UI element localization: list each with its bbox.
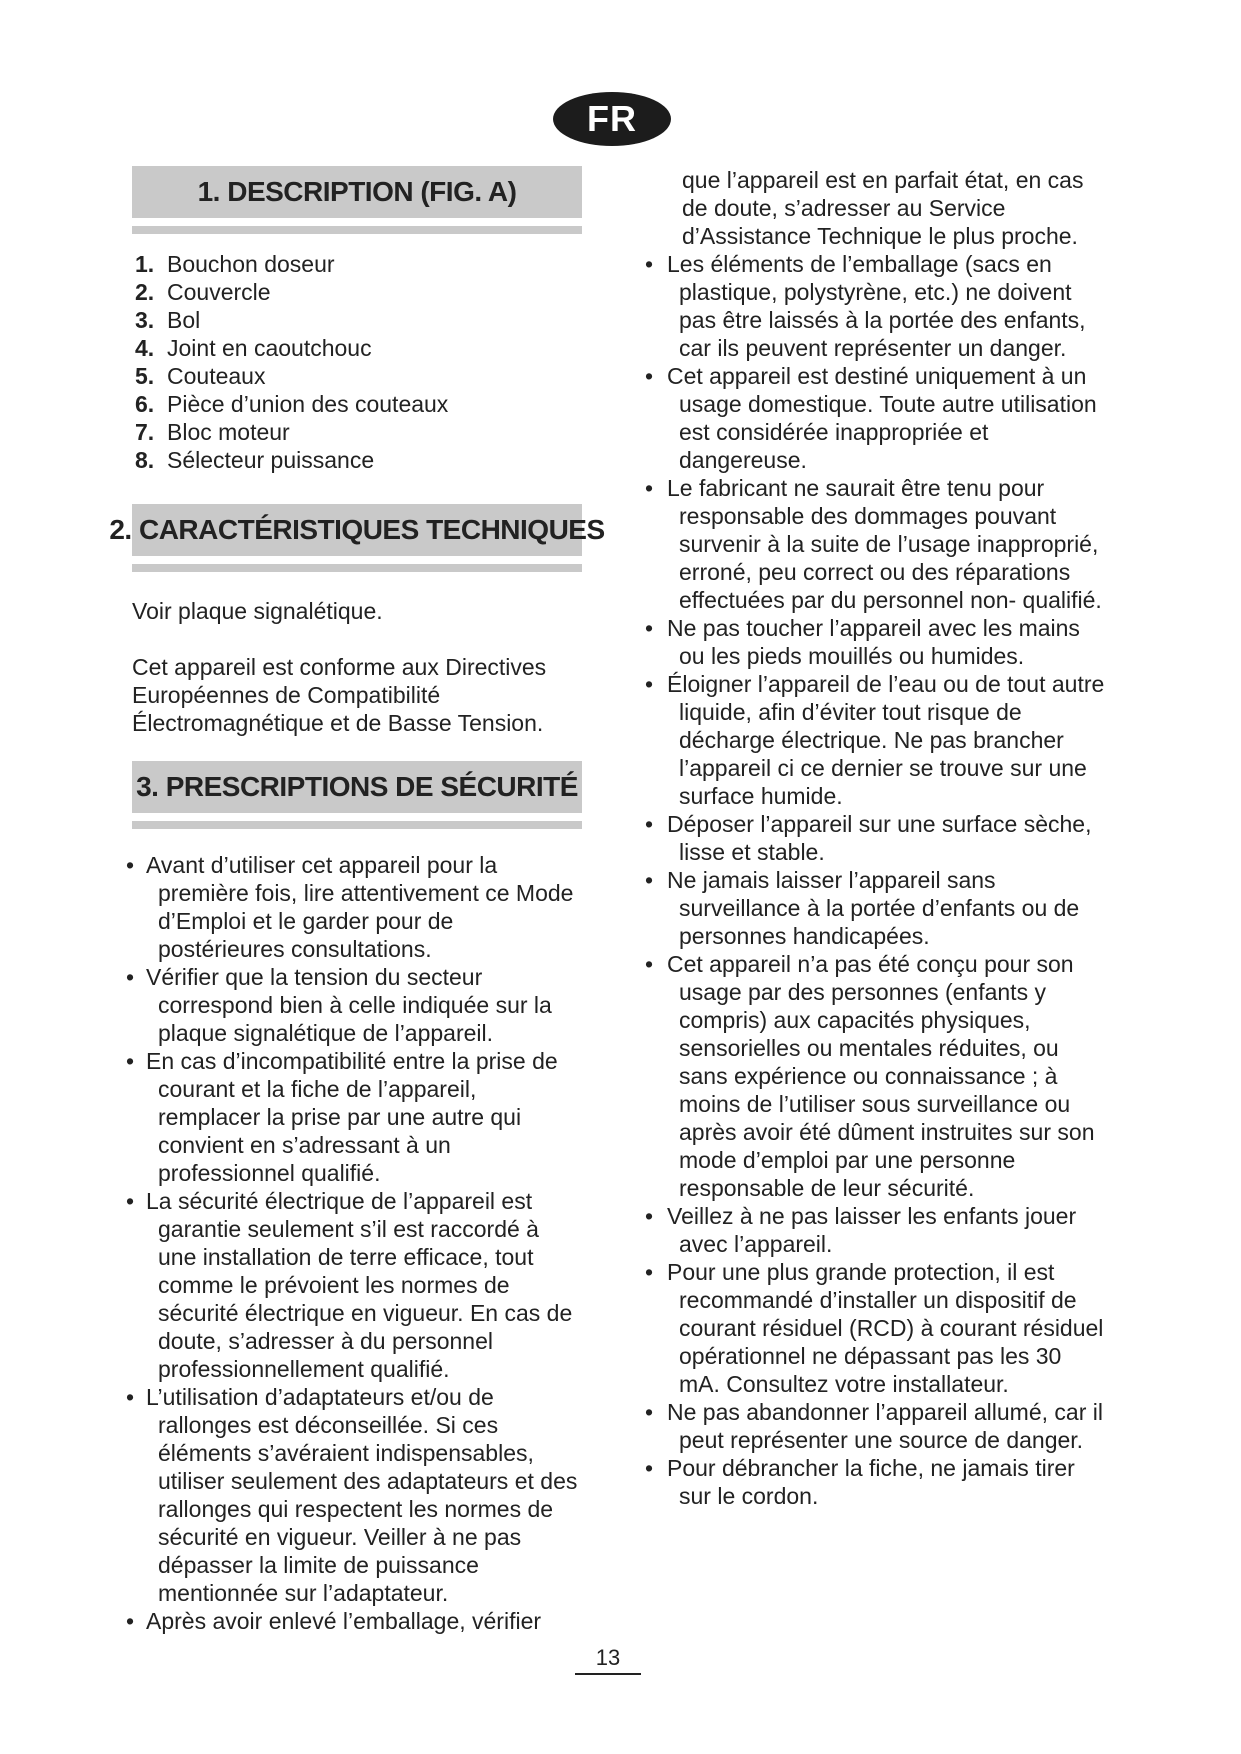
language-badge: FR <box>553 92 671 146</box>
safety-list-right <box>645 250 1105 1510</box>
list-item: • Pour débrancher la fiche, ne jamais tirer sur le cordon. <box>645 1454 1105 1510</box>
list-item: • Ne jamais laisser l’appareil sans surveillance à la portée d’enfants ou de personnes handicapées. <box>645 866 1105 950</box>
list-item: • Cet appareil n’a pas été conçu pour son usage par des personnes (enfants y compris) aux capacités physiques, sensorielles ou mentales réduites, ou sans expérience ou connaissance ; à moins de l’utiliser sous surveillance ou après avoir été dûment instruites sur son mode d’emploi par une personne responsable de leur sécurité. <box>645 950 1105 1202</box>
safety-continuation: que l’appareil est en parfait état, en cas de doute, s’adresser au Service d’Assistance Technique le plus proche. <box>682 167 1084 249</box>
list-item: • Ne pas abandonner l’appareil allumé, car il peut représenter une source de danger. <box>645 1398 1105 1454</box>
section-divider <box>132 821 582 829</box>
conformity-text: Cet appareil est conforme aux Directives Européennes de Compatibilité Électromagnétique et de Basse Tension. <box>132 654 547 736</box>
list-item: • Déposer l’appareil sur une surface sèche, lisse et stable. <box>645 810 1105 866</box>
right-column <box>645 166 1105 1510</box>
list-item: • Avant d’utiliser cet appareil pour la première fois, lire attentivement ce Mode d’Emploi et le garder pour de postérieures consultations. <box>132 851 582 963</box>
list-item: 8. Sélecteur puissance <box>135 447 375 473</box>
left-column <box>109 166 605 1635</box>
list-item: • Éloigner l’appareil de l’eau ou de tout autre liquide, afin d’éviter tout risque de décharge électrique. Ne pas brancher l’appareil ci ce dernier se trouve sur une surface humide. <box>645 670 1105 810</box>
section-divider <box>132 226 582 234</box>
list-item: 2. Couvercle <box>135 279 271 305</box>
list-item: • Veillez à ne pas laisser les enfants jouer avec l’appareil. <box>645 1202 1105 1258</box>
list-item: • L’utilisation d’adaptateurs et/ou de rallonges est déconseillée. Si ces éléments s’avéraient indispensables, utiliser seulement des adaptateurs et des rallonges qui respectent les normes de sécurité en vigueur. Veiller à ne pas dépasser la limite de puissance mentionnée sur l’adaptateur. <box>132 1383 582 1607</box>
list-item: • En cas d’incompatibilité entre la prise de courant et la fiche de l’appareil, remplacer la prise par une autre qui convient en s’adressant à un professionnel qualifié. <box>132 1047 582 1187</box>
list-item: • Vérifier que la tension du secteur correspond bien à celle indiquée sur la plaque signalétique de l’appareil. <box>132 963 582 1047</box>
section-2-title: 2. CARACTÉRISTIQUES TECHNIQUES <box>132 504 582 556</box>
section-divider <box>132 564 582 572</box>
list-item: 1. Bouchon doseur <box>135 251 335 277</box>
list-item: 4. Joint en caoutchouc <box>135 335 372 361</box>
list-item: • Ne pas toucher l’appareil avec les mains ou les pieds mouillés ou humides. <box>645 614 1105 670</box>
list-item: • La sécurité électrique de l’appareil est garantie seulement s’il est raccordé à une installation de terre efficace, tout comme le prévoient les normes de sécurité électrique en vigueur. En cas de doute, s’adresser à du personnel professionnellement qualifié. <box>132 1187 582 1383</box>
list-item: • Pour une plus grande protection, il est recommandé d’installer un dispositif de courant résiduel (RCD) à courant résiduel opérationnel ne dépassant pas les 30 mA. Consultez votre installateur. <box>645 1258 1105 1398</box>
list-item: • Cet appareil est destiné uniquement à un usage domestique. Toute autre utilisation est considérée inappropriée et dangereuse. <box>645 362 1105 474</box>
section-3-title: 3. PRESCRIPTIONS DE SÉCURITÉ <box>132 761 582 813</box>
page-number: 13 <box>575 1645 641 1675</box>
list-item: • Les éléments de l’emballage (sacs en plastique, polystyrène, etc.) ne doivent pas être laissés à la portée des enfants, car ils peuvent représenter un danger. <box>645 250 1105 362</box>
safety-list-left <box>132 851 582 1635</box>
list-item: 6. Pièce d’union des couteaux <box>135 391 449 417</box>
list-item: • Le fabricant ne saurait être tenu pour responsable des dommages pouvant survenir à la suite de l’usage inapproprié, erroné, peu correct ou des réparations effectuées par du personnel non- qualifié. <box>645 474 1105 614</box>
list-item: 3. Bol <box>135 307 201 333</box>
section-1-title: 1. DESCRIPTION (FIG. A) <box>132 166 582 218</box>
tech-spec-text: Voir plaque signalétique. <box>132 598 383 624</box>
list-item: • Après avoir enlevé l’emballage, vérifier <box>132 1607 582 1635</box>
description-parts-list <box>135 250 582 474</box>
list-item: 5. Couteaux <box>135 363 266 389</box>
list-item: 7. Bloc moteur <box>135 419 290 445</box>
